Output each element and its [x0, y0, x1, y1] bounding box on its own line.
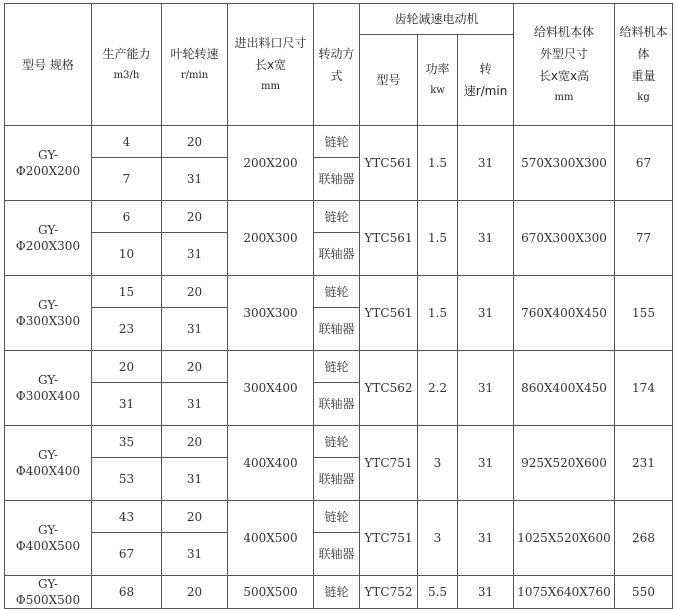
- cell-drive-mode: [314, 426, 360, 458]
- header-motor-power-label: 功率: [425, 62, 450, 76]
- cell-impeller-speed-value: 31: [186, 172, 203, 186]
- cell-weight: [615, 126, 673, 201]
- cell-impeller-speed-value: 20: [186, 359, 203, 374]
- cell-motor-model: [360, 576, 418, 609]
- cell-body-size-value: 860X400X450: [521, 381, 607, 395]
- cell-weight-value: 77: [635, 231, 652, 245]
- cell-motor-speed-value: 31: [477, 381, 494, 395]
- cell-capacity-value: 4: [122, 134, 131, 149]
- cell-motor-power-value: 2.2: [427, 381, 448, 395]
- header-motor-model: [360, 35, 418, 126]
- cell-model-value: GY-Φ300X300: [15, 298, 81, 328]
- cell-motor-power-value: 3: [433, 456, 442, 470]
- cell-drive-mode-value: 链轮: [324, 209, 349, 224]
- header-capacity-label: 生产能力: [102, 46, 151, 61]
- cell-motor-speed-value: 31: [477, 456, 494, 470]
- header-drive-mode-line2: 式: [330, 68, 343, 83]
- cell-motor-speed-value: 31: [477, 306, 494, 320]
- cell-capacity: [92, 383, 162, 426]
- table-row: [5, 126, 673, 158]
- cell-motor-model-value: YTC561: [364, 231, 413, 245]
- table-row: [5, 351, 673, 383]
- cell-port-size-value: 300X300: [243, 306, 298, 320]
- cell-motor-speed: [458, 426, 514, 501]
- cell-capacity: [92, 501, 162, 533]
- cell-capacity: [92, 126, 162, 158]
- cell-drive-mode-value: 链轮: [324, 434, 349, 449]
- cell-capacity-value: 20: [118, 359, 135, 374]
- cell-capacity: [92, 233, 162, 276]
- cell-port-size: [228, 276, 314, 351]
- cell-motor-power: [418, 501, 458, 576]
- header-gear-motor: [360, 4, 514, 35]
- cell-drive-mode: [314, 458, 360, 501]
- cell-impeller-speed: [162, 501, 228, 533]
- cell-drive-mode: [314, 276, 360, 308]
- cell-impeller-speed: [162, 276, 228, 308]
- cell-motor-power: [418, 126, 458, 201]
- cell-port-size: [228, 426, 314, 501]
- cell-port-size: [228, 201, 314, 276]
- cell-weight: [615, 501, 673, 576]
- header-body-size: [514, 4, 615, 126]
- cell-motor-power-value: 3: [433, 531, 442, 545]
- cell-motor-power: [418, 276, 458, 351]
- header-capacity: [92, 4, 162, 126]
- cell-model-value: GY-Φ500X500: [15, 577, 81, 607]
- cell-impeller-speed-value: 31: [186, 472, 203, 486]
- cell-drive-mode-value: 联轴器: [318, 397, 355, 411]
- cell-weight-value: 174: [632, 381, 655, 395]
- cell-motor-power: [418, 351, 458, 426]
- header-motor-model-label: 型号: [376, 73, 401, 87]
- cell-capacity: [92, 458, 162, 501]
- cell-capacity-value: 68: [118, 585, 135, 599]
- cell-port-size: [228, 576, 314, 609]
- cell-port-size-value: 400X500: [243, 531, 298, 545]
- cell-motor-speed-value: 31: [477, 231, 494, 245]
- cell-impeller-speed: [162, 308, 228, 351]
- cell-impeller-speed: [162, 576, 228, 609]
- cell-motor-speed: [458, 126, 514, 201]
- cell-port-size: [228, 501, 314, 576]
- cell-drive-mode-value: 联轴器: [318, 322, 355, 336]
- header-impeller-speed-unit: r/min: [180, 69, 209, 81]
- header-motor-speed: [458, 35, 514, 126]
- cell-weight: [615, 576, 673, 609]
- cell-port-size-value: 500X500: [243, 585, 298, 599]
- cell-model: [5, 426, 92, 501]
- cell-body-size: [514, 426, 615, 501]
- cell-impeller-speed-value: 20: [186, 434, 203, 449]
- cell-drive-mode: [314, 126, 360, 158]
- header-impeller-speed-label: 叶轮转速: [170, 46, 219, 61]
- cell-drive-mode: [314, 576, 360, 609]
- cell-motor-speed-value: 31: [477, 156, 494, 170]
- cell-capacity-value: 43: [118, 509, 135, 524]
- cell-motor-model-value: YTC561: [364, 306, 413, 320]
- cell-motor-model: [360, 426, 418, 501]
- cell-drive-mode: [314, 533, 360, 576]
- table-row: [5, 426, 673, 458]
- cell-motor-power-value: 5.5: [427, 585, 448, 599]
- cell-drive-mode-value: 联轴器: [318, 472, 355, 486]
- cell-impeller-speed: [162, 383, 228, 426]
- header-weight-line1: 给料机本体: [619, 24, 668, 61]
- header-port-size-unit: mm: [261, 80, 280, 92]
- cell-motor-power: [418, 201, 458, 276]
- cell-capacity-value: 23: [118, 322, 135, 336]
- cell-motor-model: [360, 501, 418, 576]
- cell-port-size-value: 200X200: [243, 156, 298, 170]
- cell-body-size-value: 570X300X300: [521, 156, 607, 170]
- cell-weight: [615, 201, 673, 276]
- cell-body-size-value: 925X520X600: [521, 456, 607, 470]
- cell-model: [5, 201, 92, 276]
- cell-body-size-value: 760X400X450: [521, 306, 607, 320]
- cell-motor-speed: [458, 576, 514, 609]
- cell-capacity-value: 31: [118, 397, 135, 411]
- cell-impeller-speed: [162, 458, 228, 501]
- cell-drive-mode-value: 联轴器: [318, 547, 355, 561]
- cell-motor-speed: [458, 501, 514, 576]
- cell-motor-model: [360, 276, 418, 351]
- cell-motor-power-value: 1.5: [427, 156, 448, 170]
- cell-weight-value: 231: [632, 456, 655, 470]
- cell-motor-speed-value: 31: [477, 531, 494, 545]
- cell-capacity: [92, 158, 162, 201]
- cell-port-size-value: 300X400: [243, 381, 298, 395]
- header-weight-unit: kg: [637, 91, 650, 103]
- cell-port-size-value: 400X400: [243, 456, 298, 470]
- table-row: [5, 576, 673, 609]
- cell-impeller-speed: [162, 201, 228, 233]
- header-drive-mode: [314, 4, 360, 126]
- cell-model-value: GY-Φ200X200: [15, 148, 81, 178]
- cell-motor-model: [360, 351, 418, 426]
- header-port-size-label: 进出料口尺寸: [234, 35, 307, 50]
- header-body-size-unit: mm: [554, 91, 574, 103]
- cell-port-size-value: 200X300: [243, 231, 298, 245]
- cell-capacity: [92, 201, 162, 233]
- header-drive-mode-line1: 转动方: [318, 46, 355, 61]
- cell-motor-power-value: 1.5: [427, 231, 448, 245]
- cell-motor-model-value: YTC561: [364, 156, 413, 170]
- header-row-1: [5, 4, 673, 35]
- cell-drive-mode: [314, 201, 360, 233]
- header-port-size: [228, 4, 314, 126]
- header-gear-motor-label: 齿轮减速电动机: [394, 12, 479, 26]
- cell-model-value: GY-Φ300X400: [15, 373, 81, 403]
- cell-motor-speed: [458, 276, 514, 351]
- header-body-size-line1: 给料机本体: [533, 24, 594, 39]
- cell-weight-value: 268: [632, 531, 655, 545]
- cell-body-size-value: 1025X520X600: [517, 531, 611, 545]
- cell-capacity-value: 53: [118, 472, 135, 486]
- cell-body-size: [514, 351, 615, 426]
- cell-impeller-speed: [162, 233, 228, 276]
- cell-impeller-speed: [162, 426, 228, 458]
- cell-capacity-value: 7: [122, 172, 131, 186]
- cell-impeller-speed-value: 20: [186, 284, 203, 299]
- cell-drive-mode-value: 链轮: [324, 359, 349, 374]
- header-capacity-unit: m3/h: [113, 69, 140, 81]
- cell-capacity: [92, 426, 162, 458]
- cell-drive-mode: [314, 351, 360, 383]
- cell-drive-mode-value: 链轮: [324, 585, 349, 599]
- header-motor-power: [418, 35, 458, 126]
- cell-motor-model-value: YTC751: [364, 456, 413, 470]
- cell-body-size: [514, 501, 615, 576]
- cell-model: [5, 576, 92, 609]
- cell-capacity: [92, 533, 162, 576]
- cell-motor-model-value: YTC751: [364, 531, 413, 545]
- cell-motor-speed: [458, 351, 514, 426]
- table-row: [5, 276, 673, 308]
- cell-model-value: GY-Φ200X300: [15, 223, 81, 253]
- cell-impeller-speed: [162, 126, 228, 158]
- table-row: [5, 201, 673, 233]
- cell-impeller-speed-value: 31: [186, 322, 203, 336]
- cell-motor-power: [418, 426, 458, 501]
- cell-impeller-speed: [162, 533, 228, 576]
- header-motor-power-unit: kw: [430, 85, 445, 96]
- cell-drive-mode: [314, 233, 360, 276]
- cell-drive-mode: [314, 501, 360, 533]
- header-weight-line2: 重量: [631, 68, 656, 83]
- cell-drive-mode-value: 联轴器: [318, 172, 355, 186]
- cell-capacity: [92, 351, 162, 383]
- table-row: [5, 501, 673, 533]
- cell-drive-mode-value: 链轮: [324, 284, 349, 299]
- cell-port-size: [228, 351, 314, 426]
- cell-body-size: [514, 126, 615, 201]
- cell-drive-mode-value: 联轴器: [318, 247, 355, 261]
- cell-capacity-value: 35: [118, 434, 135, 449]
- cell-impeller-speed-value: 31: [186, 247, 203, 261]
- header-port-size-dims: 长x宽: [254, 57, 287, 72]
- cell-model-value: GY-Φ400X400: [15, 448, 81, 478]
- cell-model: [5, 126, 92, 201]
- cell-body-size: [514, 576, 615, 609]
- cell-weight-value: 67: [635, 156, 652, 170]
- header-body-size-line2: 外型尺寸: [539, 46, 588, 61]
- header-motor-speed-line1: 转: [479, 62, 492, 76]
- header-motor-speed-line2: 速r/min: [463, 84, 508, 98]
- cell-weight-value: 155: [632, 306, 655, 320]
- cell-motor-model-value: YTC562: [364, 381, 413, 395]
- header-weight: [615, 4, 673, 126]
- cell-motor-model-value: YTC752: [364, 585, 413, 599]
- cell-drive-mode: [314, 158, 360, 201]
- cell-capacity: [92, 276, 162, 308]
- cell-drive-mode-value: 链轮: [324, 134, 349, 149]
- cell-motor-power: [418, 576, 458, 609]
- header-body-size-dims: 长x宽x高: [538, 68, 590, 83]
- cell-impeller-speed-value: 20: [186, 509, 203, 524]
- cell-body-size: [514, 276, 615, 351]
- cell-model: [5, 501, 92, 576]
- cell-weight: [615, 426, 673, 501]
- cell-impeller-speed-value: 20: [186, 585, 203, 599]
- cell-drive-mode: [314, 308, 360, 351]
- cell-capacity-value: 15: [118, 284, 135, 299]
- cell-motor-model: [360, 201, 418, 276]
- cell-impeller-speed-value: 31: [186, 547, 203, 561]
- cell-drive-mode-value: 链轮: [324, 509, 349, 524]
- cell-weight: [615, 351, 673, 426]
- cell-motor-speed-value: 31: [477, 585, 494, 599]
- cell-body-size: [514, 201, 615, 276]
- cell-motor-power-value: 1.5: [427, 306, 448, 320]
- cell-impeller-speed: [162, 351, 228, 383]
- cell-model: [5, 276, 92, 351]
- cell-model-value: GY-Φ400X500: [15, 523, 81, 553]
- cell-capacity-value: 10: [118, 247, 135, 261]
- cell-capacity: [92, 308, 162, 351]
- cell-impeller-speed-value: 31: [186, 397, 203, 411]
- cell-model: [5, 351, 92, 426]
- cell-port-size: [228, 126, 314, 201]
- cell-weight-value: 550: [632, 585, 655, 599]
- cell-impeller-speed: [162, 158, 228, 201]
- cell-capacity-value: 6: [122, 209, 131, 224]
- cell-impeller-speed-value: 20: [186, 134, 203, 149]
- spec-table: [4, 3, 673, 609]
- cell-body-size-value: 1075X640X760: [517, 585, 611, 599]
- header-model-spec-label: 型号 规格: [22, 57, 74, 72]
- cell-drive-mode: [314, 383, 360, 426]
- cell-body-size-value: 670X300X300: [521, 231, 607, 245]
- cell-motor-speed: [458, 201, 514, 276]
- cell-capacity: [92, 576, 162, 609]
- table-body: [5, 4, 673, 609]
- header-model-spec: [5, 4, 92, 126]
- cell-motor-model: [360, 126, 418, 201]
- header-impeller-speed: [162, 4, 228, 126]
- cell-capacity-value: 67: [118, 547, 135, 561]
- cell-impeller-speed-value: 20: [186, 209, 203, 224]
- cell-weight: [615, 276, 673, 351]
